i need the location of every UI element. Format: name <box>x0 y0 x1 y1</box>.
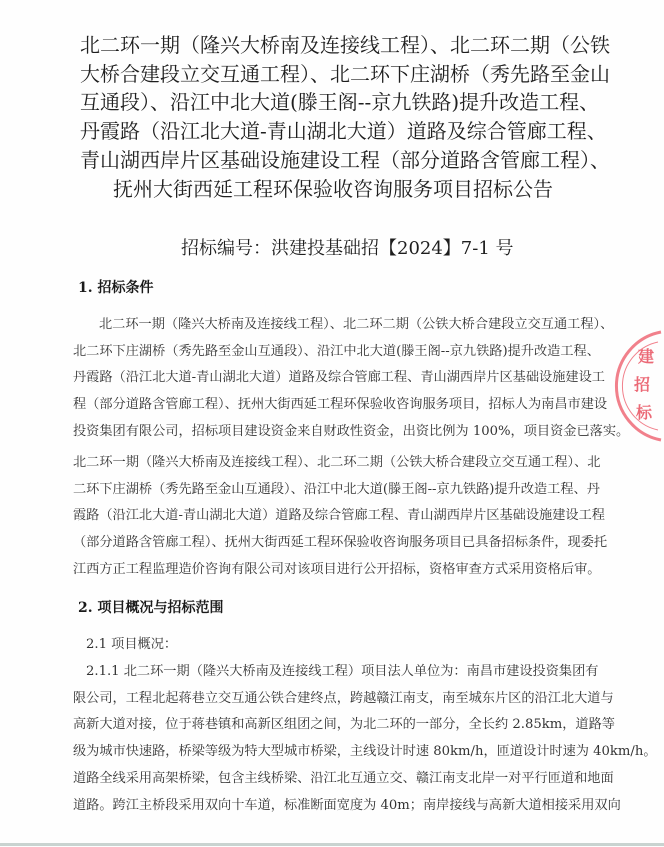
text-line: 丹霞路（沿江北大道-青山湖北大道）道路及综合管廊工程、青山湖西岸片区基础设施建设工 <box>73 370 605 386</box>
text-line: 高新大道对接，位于蒋巷镇和高新区组团之间，为北二环的一部分，全长约 2.85km，道路等 <box>73 717 615 733</box>
text-line: 大桥合建段立交互通工程）、北二环下庄湖桥（秀先路至金山 <box>80 61 610 86</box>
text-line: 北二环一期（隆兴大桥南及连接线工程）、北二环二期（公铁大桥合建段立交互通工程）、 <box>99 317 614 332</box>
text-line: 北二环一期（隆兴大桥南及连接线工程）、北二环二期（公铁大桥合建段立交互通工程）、北 <box>73 455 601 470</box>
section-2-1-heading: 2.1 项目概况： <box>86 637 178 652</box>
text-line: 道路。跨江主桥段采用双向十车道，标准断面宽度为 40m；南岸接线与高新大道相接采用双向 <box>73 797 621 813</box>
text-line: 青山湖西岸片区基础设施建设工程（部分道路含管廊工程）、 <box>80 147 610 172</box>
text-line: 投资集团有限公司，招标项目建设资金来自财政性资金，出资比例为 100%，项目资金已落实。 <box>73 423 630 439</box>
text-line: 程（部分道路含管廊工程）、抚州大街西延工程环保验收咨询服务项目，招标人为南昌市建设 <box>73 397 608 413</box>
text-line: 互通段）、沿江中北大道(滕王阁--京九铁路)提升改造工程、 <box>80 90 600 115</box>
text-line: 北二环下庄湖桥（秀先路至金山互通段）、沿江中北大道(滕王阁--京九铁路)提升改造工程、 <box>73 343 600 359</box>
official-seal-stamp: 建 招 标 <box>614 326 662 446</box>
text-line: 级为城市快速路，桥梁等级为特大型城市桥梁，主线设计时速 80km/h，匝道设计时速为 40km/h。 <box>73 744 657 760</box>
text-line: （部分道路含管廊工程）、抚州大街西延工程环保验收咨询服务项目已具备招标条件，现委托 <box>73 535 608 551</box>
text-line: 道路全线采用高架桥梁，包含主线桥梁、沿江北互通立交、赣江南支北岸一对平行匝道和地面 <box>73 770 614 786</box>
text-line: 霞路（沿江北大道-青山湖北大道）道路及综合管廊工程、青山湖西岸片区基础设施建设工程 <box>73 508 605 524</box>
text-line: 江西方正工程监理造价咨询有限公司对该项目进行公开招标，资格审查方式采用资格后审。 <box>73 561 601 577</box>
section-2-heading: 2. 项目概况与招标范围 <box>78 600 224 616</box>
bid-number: 招标编号：洪建投基础招【2024】7-1 号 <box>181 238 514 259</box>
section-1-heading: 1. 招标条件 <box>78 280 154 296</box>
text-line: 北二环一期（隆兴大桥南及连接线工程）、北二环二期（公铁 <box>80 33 610 57</box>
text-line: 2.1.1 北二环一期（隆兴大桥南及连接线工程）项目法人单位为：南昌市建设投资集团有 <box>86 664 599 679</box>
text-line: 限公司，工程北起蒋巷立交互通公铁合建终点，跨越赣江南支，南至城东片区的沿江北大道与 <box>73 690 614 706</box>
text-line: 抚州大街西延工程环保验收咨询服务项目招标公告 <box>113 176 553 201</box>
text-line: 丹霞路（沿江北大道-青山湖北大道）道路及综合管廊工程、 <box>80 119 607 144</box>
text-line: 二环下庄湖桥（秀先路至金山互通段）、沿江中北大道(滕王阁--京九铁路)提升改造工程、丹 <box>73 481 600 497</box>
